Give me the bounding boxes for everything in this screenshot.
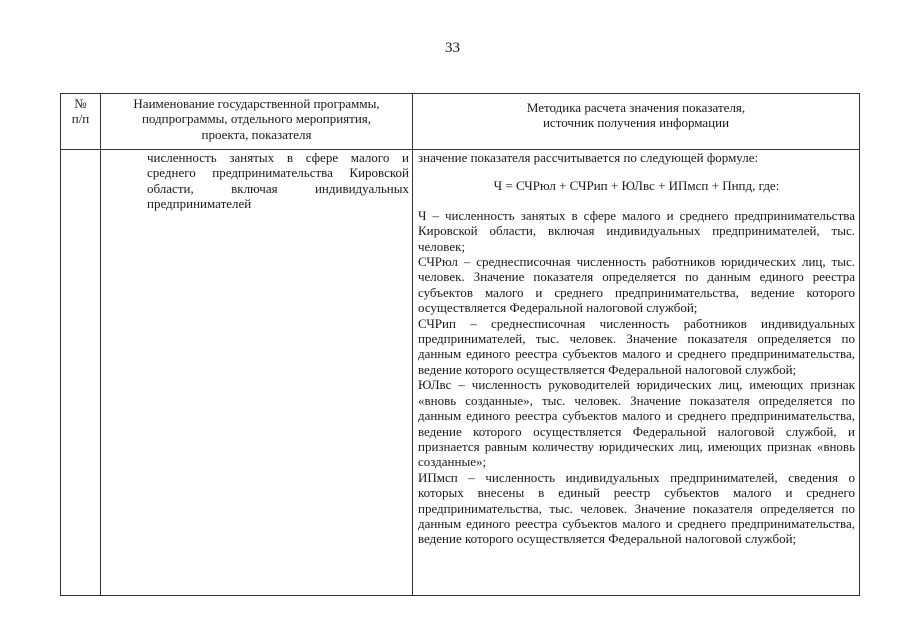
header-number — [61, 94, 101, 150]
indicator-name: численность занятых в сфере малого и среднего предпринимательства Кировской области, включая индивидуальных предпринимателей — [147, 150, 409, 212]
row-number-cell — [61, 150, 101, 596]
table-header-row — [61, 94, 860, 150]
indicator-name-cell — [101, 150, 413, 596]
header-method-line: Методика расчета значения показателя, — [526, 100, 746, 115]
header-number-line: № — [74, 96, 87, 111]
method-cell — [413, 150, 860, 596]
header-method — [413, 94, 860, 150]
header-name — [101, 94, 413, 150]
header-name-line: Наименование государственной программы, — [133, 96, 380, 111]
formula-term: ЮЛвс – численность руководителей юридических лиц, имеющих признак «вновь созданные», тыс. человек. Значение показателя определяется по данным единого реестра субъектов малого и среднего предпринимательства, ведение которого осуществляется Федеральной налоговой службой, и признается равным количеству юридических лиц, имеющих признак «вновь созданные»; — [418, 377, 855, 470]
header-name-line: проекта, показателя — [201, 126, 312, 142]
formula-term: СЧРип – среднесписочная численность работников индивидуальных предпринимателей, тыс. человек. Значение показателя определяется по данным единого реестра субъектов малого и среднего предпринимательства, ведение которого осуществляется Федеральной налоговой службой; — [418, 315, 855, 377]
table-row — [61, 150, 860, 596]
method-intro: значение показателя рассчитывается по следующей формуле: — [418, 150, 759, 165]
header-number-line: п/п — [71, 111, 90, 127]
formula-term: Ч – численность занятых в сфере малого и среднего предпринимательства Кировской области, включая индивидуальных предпринимателей, тыс. человек; — [418, 207, 855, 254]
header-method-line: источник получения информации — [542, 115, 730, 131]
page-number: 33 — [445, 40, 460, 56]
formula-term: СЧРюл – среднесписочная численность работников юридических лиц, тыс. человек. Значение показателя определяется по данным единого реестра субъектов малого и среднего предпринимательства, ведение которого осуществляется Федеральной налоговой службой; — [418, 254, 855, 316]
header-name-line: подпрограммы, отдельного мероприятия, — [141, 111, 372, 127]
methodology-table — [60, 93, 860, 596]
formula-term: ИПмсп – численность индивидуальных предпринимателей, сведения о которых внесены в единый реестр субъектов малого и среднего предпринимательства, тыс. человек. Значение показателя определяется по данным единого реестра субъектов малого и среднего предпринимательства, ведение которого осуществляется Федеральной налоговой службой; — [418, 469, 855, 547]
formula: Ч = СЧРюл + СЧРип + ЮЛвс + ИПмсп + Пнпд, где: — [493, 178, 780, 194]
